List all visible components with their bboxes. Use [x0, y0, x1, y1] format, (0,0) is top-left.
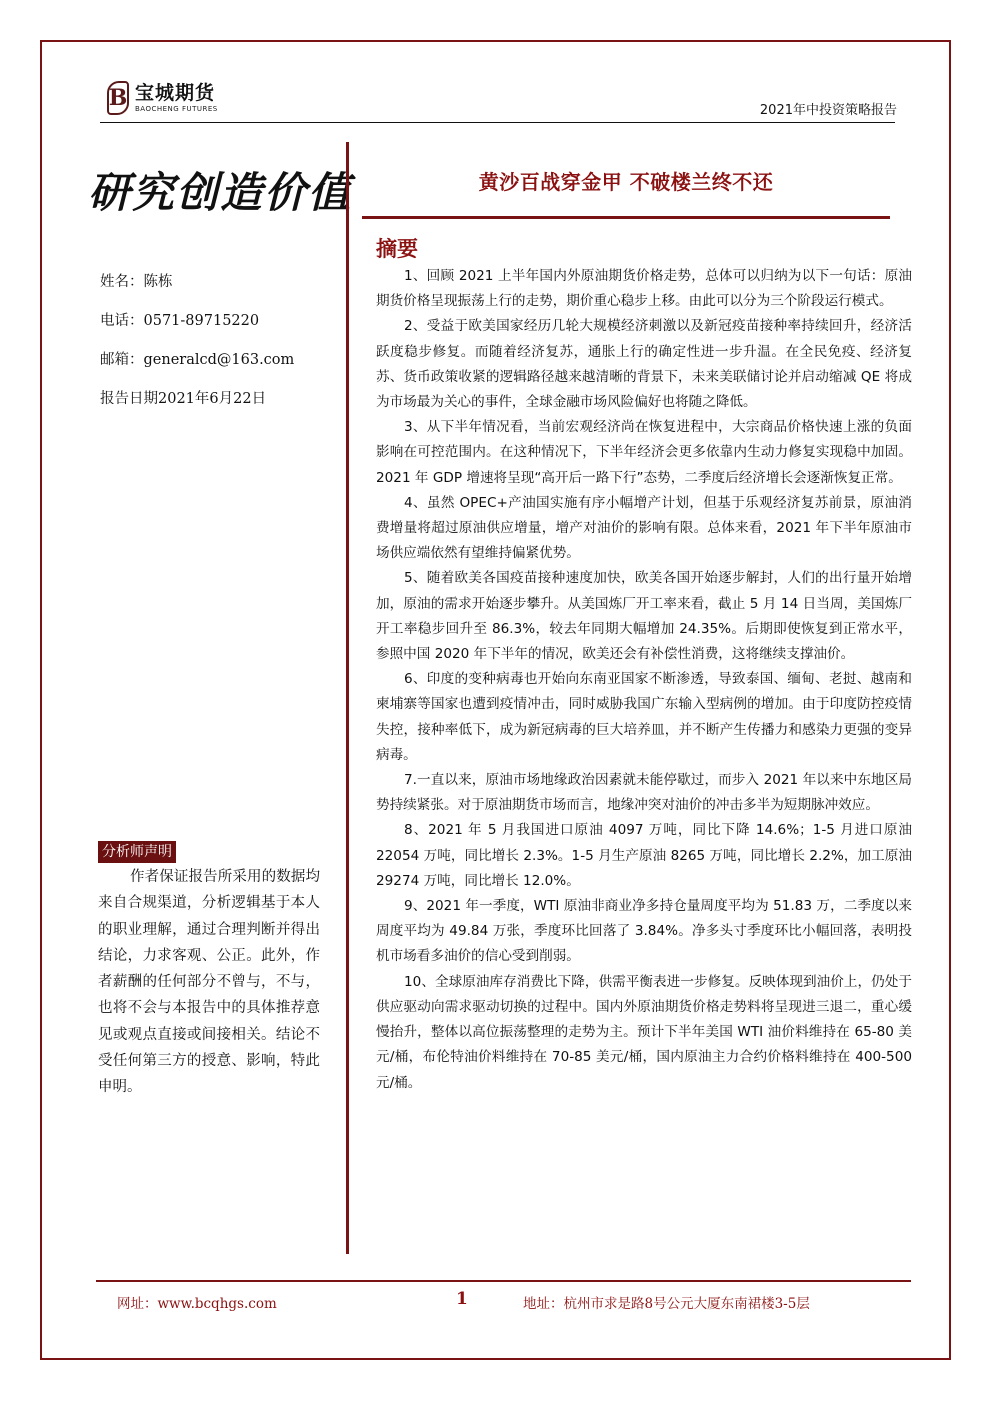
page-number: 1: [456, 1289, 468, 1309]
analyst-email: 邮箱：generalcd@163.com: [100, 352, 295, 368]
abstract-paragraph: 4、虽然 OPEC+产油国实施有序小幅增产计划，但基于乐观经济复苏前景，原油消费增量将超过原油供应增量，增产对油价的影响有限。总体来看，2021 年下半年原油市场供应端依然有望维持偏紧优势。: [376, 494, 912, 562]
abstract-paragraph: 2、受益于欧美国家经历几轮大规模经济刺激以及新冠疫苗接种率持续回升，经济活跃度稳步修复。而随着经济复苏，通胀上行的确定性进一步升温。在全民免疫、经济复苏、货币政策收紧的逻辑路径越来越清晰的背景下，未来美联储讨论并启动缩减 QE 将成为市场最为关心的事件，全球金融市场风险偏好也将随之降低。: [376, 318, 912, 411]
analyst-name: 姓名：陈栋: [100, 274, 173, 290]
abstract-paragraph: 3、从下半年情况看，当前宏观经济尚在恢复进程中，大宗商品价格快速上涨的负面影响在可控范围内。在这种情况下，下半年经济会更多依靠内生动力修复实现稳中加固。2021 年 GDP 增速将呈现“高开后一路下行”态势，二季度后经济增长会逐渐恢复正常。: [376, 419, 912, 486]
abstract-paragraph: 8、2021 年 5 月我国进口原油 4097 万吨，同比下降 14.6%；1-5 月进口原油 22054 万吨，同比增长 2.3%。1-5 月生产原油 8265 万吨，同比增长 2.2%，加工原油 29274 万吨，同比增长 12.0%。: [376, 822, 912, 889]
disclaimer-title: 分析师声明: [98, 841, 176, 863]
report-title: 黄沙百战穿金甲 不破楼兰终不还: [478, 170, 774, 194]
logo-en-text: BAOCHENG FUTURES: [135, 105, 218, 113]
header-divider: [100, 122, 895, 123]
abstract-paragraph: 5、随着欧美各国疫苗接种速度加快，欧美各国开始逐步解封，人们的出行量开始增加，原油的需求开始逐步攀升。从美国炼厂开工率来看，截止 5 月 14 日当周，美国炼厂开工率稳步回升至 86.3%，较去年同期大幅增加 24.35%。后期即使恢复到正常水平，参照中国 2020 年下半年的情况，欧美还会有补偿性消费，这将继续支撑油价。: [376, 570, 912, 663]
analyst-phone: 电话：0571-89715220: [100, 313, 260, 329]
footer-address: 地址：杭州市求是路8号公元大厦东南裙楼3-5层: [523, 1296, 810, 1312]
abstract-paragraph: 7.一直以来，原油市场地缘政治因素就未能停歇过，而步入 2021 年以来中东地区局势持续紧张。对于原油期货市场而言，地缘冲突对油价的冲击多半为短期脉冲效应。: [376, 772, 912, 814]
abstract-heading: 摘要: [376, 237, 418, 261]
report-type: 2021年中投资策略报告: [759, 103, 897, 118]
abstract-body: [376, 264, 912, 1096]
report-date: 报告日期2021年6月22日: [100, 391, 267, 407]
logo-cn-text: 宝城期货: [135, 82, 216, 104]
abstract-paragraph: 10、全球原油库存消费比下降，供需平衡表进一步修复。反映体现到油价上，仍处于供应驱动向需求驱动切换的过程中。国内外原油期货价格走势料将呈现进三退二，重心缓慢抬升，整体以高位振荡整理的走势为主。预计下半年美国 WTI 油价料维持在 65-80 美元/桶，布伦特油价料维持在 70-85 美元/桶，国内原油主力合约价格料维持在 400-500 元/桶。: [376, 973, 912, 1091]
abstract-paragraph: 6、印度的变种病毒也开始向东南亚国家不断渗透，导致泰国、缅甸、老挝、越南和柬埔寨等国家也遭到疫情冲击，同时威胁我国广东输入型病例的增加。由于印度防控疫情失控，接种率低下，成为新冠病毒的巨大培养皿，并不断产生传播力和感染力更强的变异病毒。: [376, 671, 912, 763]
column-divider: [346, 142, 349, 1254]
disclaimer-body: 作者保证报告所采用的数据均来自合规渠道，分析逻辑基于本人的职业理解，通过合理判断并得出结论，力求客观、公正。此外，作者薪酬的任何部分不曾与，不与，也将不会与本报告中的具体推荐意见或观点直接或间接相关。结论不受任何第三方的授意、影响，特此申明。: [98, 869, 320, 1096]
abstract-paragraph: 1、回顾 2021 上半年国内外原油期货价格走势，总体可以归纳为以下一句话：原油期货价格呈现振荡上行的走势，期价重心稳步上移。由此可以分为三个阶段运行模式。: [376, 268, 912, 310]
logo-icon: B: [107, 81, 129, 115]
company-logo: [107, 78, 218, 118]
footer-website-link[interactable]: 网址：www.bcqhgs.com: [117, 1296, 277, 1312]
abstract-paragraph: 9、2021 年一季度，WTI 原油非商业净多持仓量周度平均为 51.83 万，二季度以来周度平均为 49.84 万张，季度环比回落了 3.84%。净多头寸季度环比小幅回落，表明投机市场看多油价的信心受到削弱。: [376, 898, 912, 965]
title-divider: [362, 216, 890, 219]
footer-divider: [96, 1280, 911, 1282]
slogan: 研究创造价值: [88, 168, 353, 217]
